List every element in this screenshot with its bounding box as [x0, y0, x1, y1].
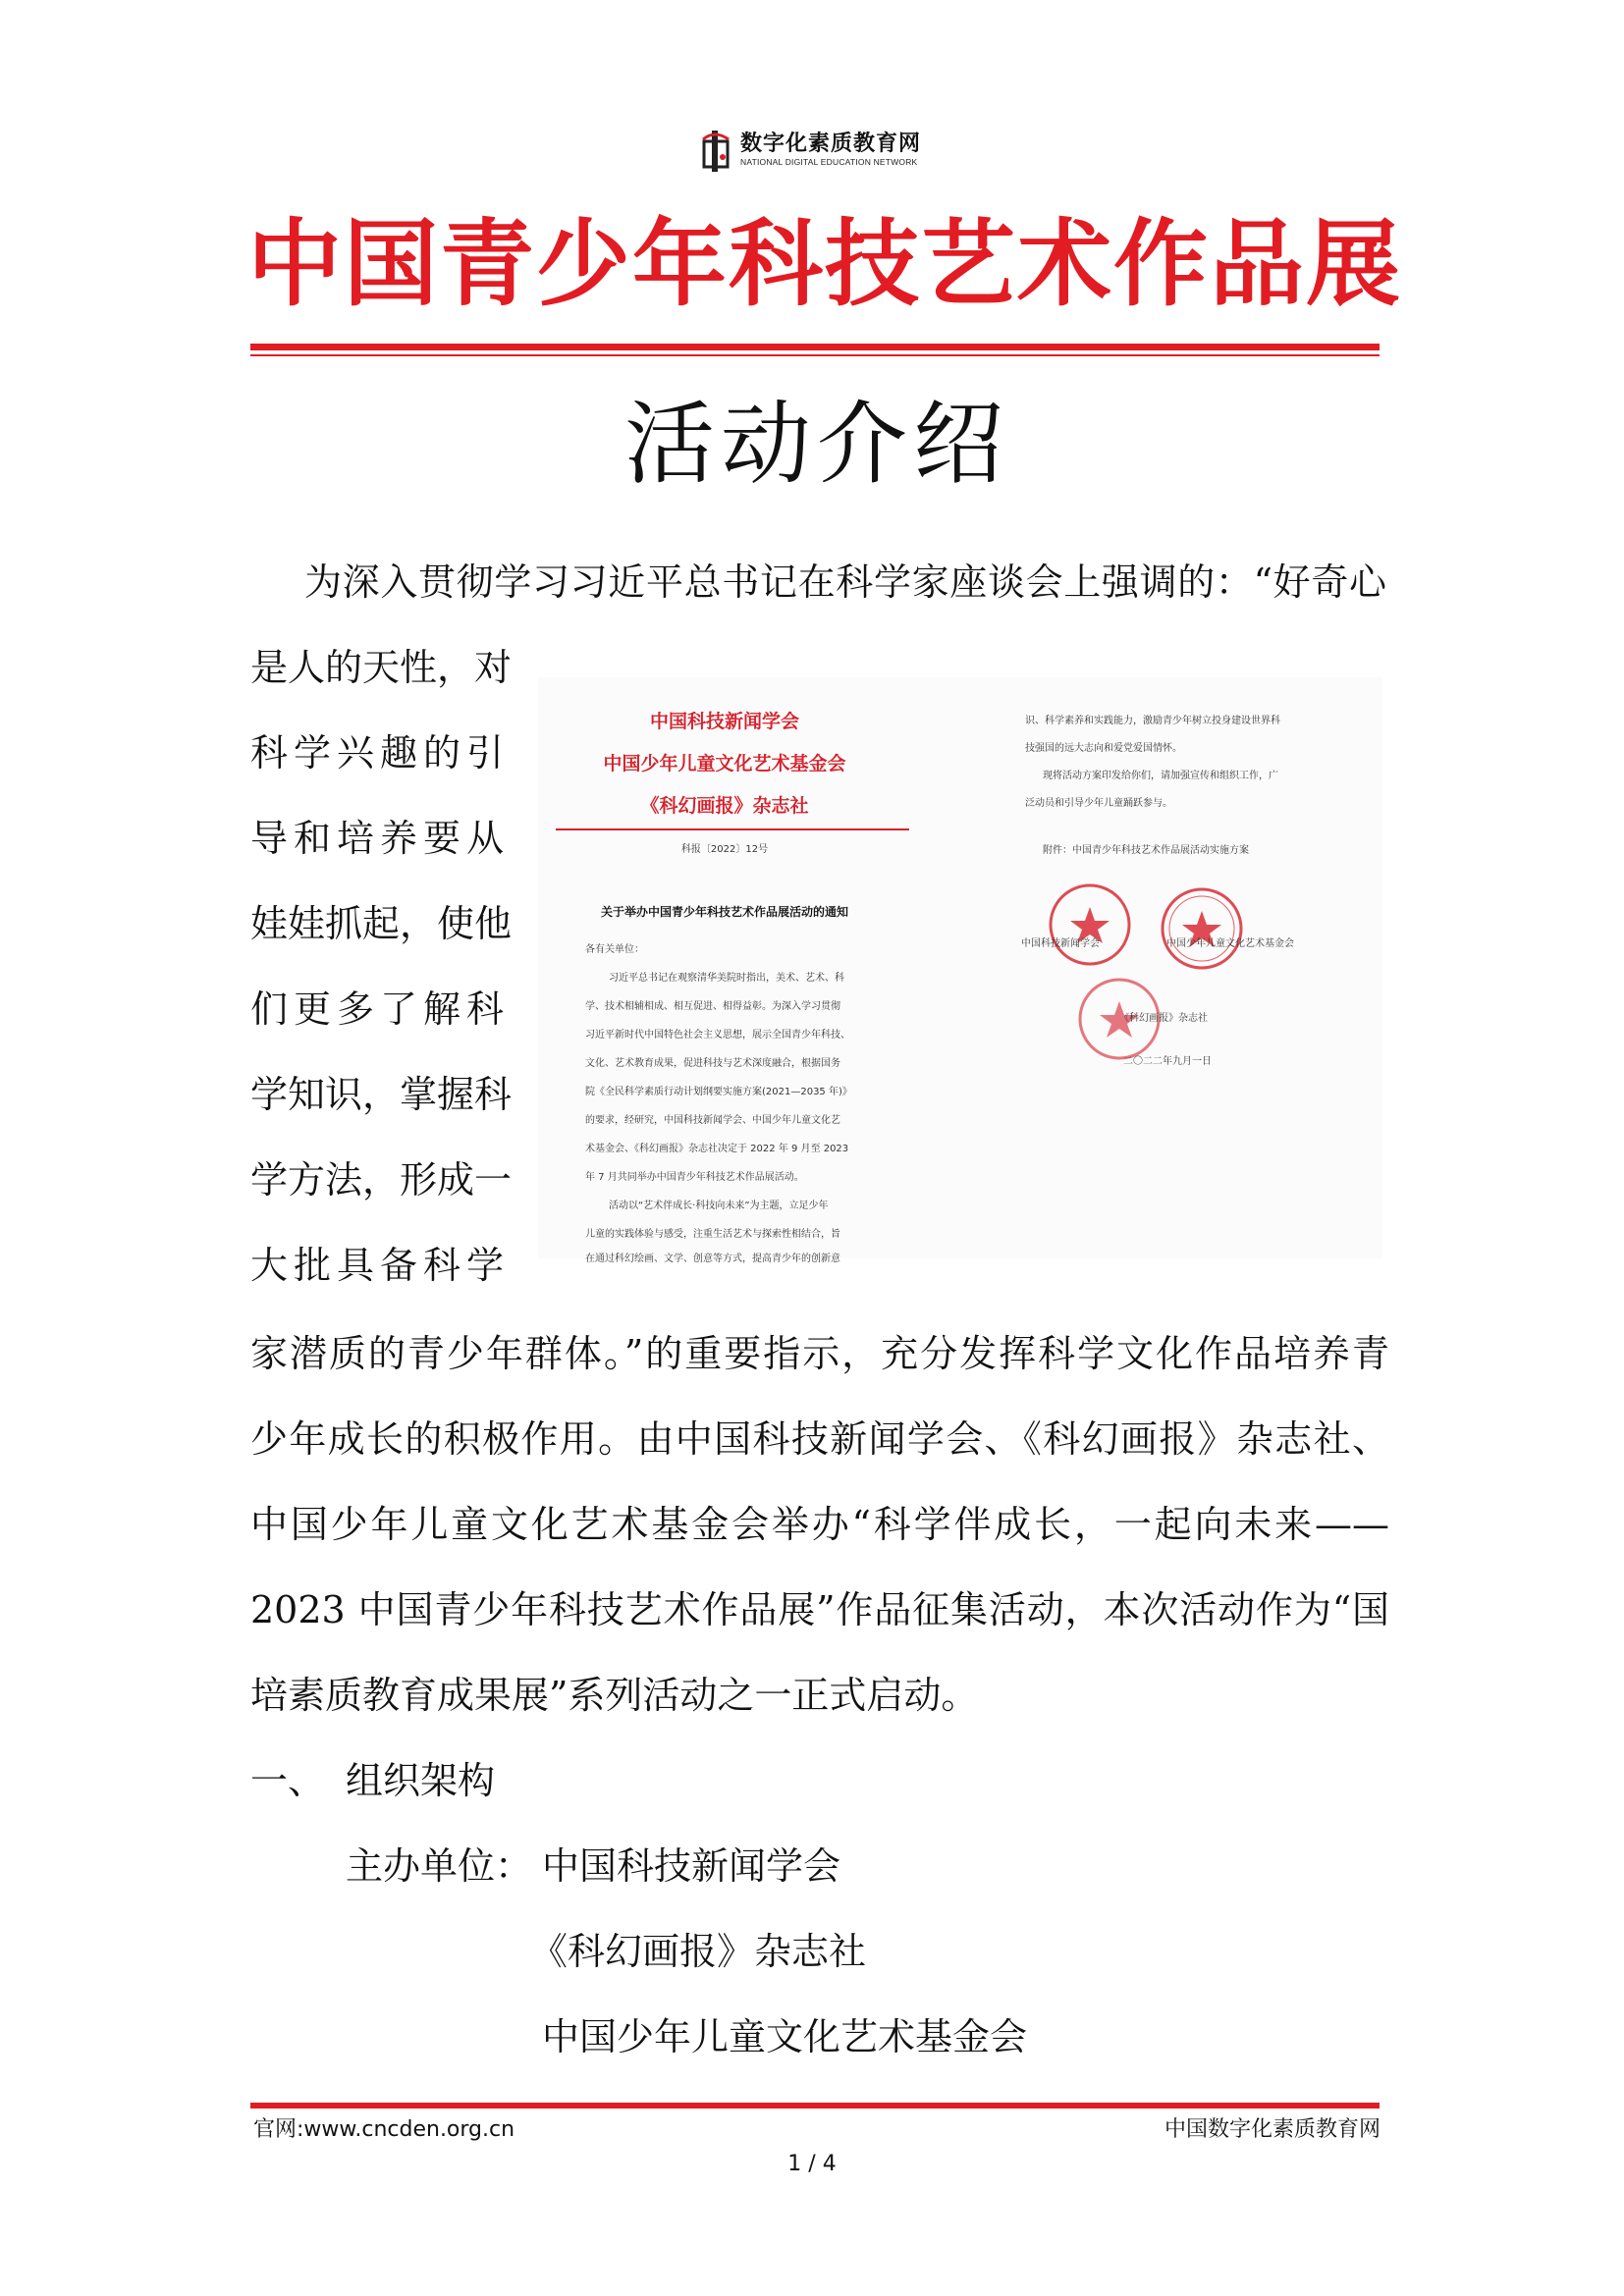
notice-salutation: 各有关单位： [585, 944, 644, 955]
notice-body-line: 学、技术相辅相成、相互促进、相得益彰。为深入学习贯彻 [585, 1001, 840, 1012]
page-subtitle: 活动介绍 [623, 392, 1009, 497]
notice-red-rule [556, 828, 909, 830]
notice-body-line: 术基金会、《科幻画报》杂志社决定于 2022 年 9 月至 2023 [585, 1144, 849, 1154]
embedded-notice-image [538, 677, 1382, 1264]
intro-line: 家潜质的青少年群体。”的重要指示，充分发挥科学文化作品培养青 [250, 1332, 1389, 1375]
notice-org: 中国科技新闻学会 [649, 711, 799, 732]
notice-signer: 中国科技新闻学会 [1021, 938, 1100, 949]
notice-attachment: 附件：中国青少年科技艺术作品展活动实施方案 [1043, 845, 1249, 856]
notice-body-line: 文化、艺术教育成果，促进科技与艺术深度融合，根据国务 [585, 1058, 840, 1069]
footer-rule [250, 2103, 1380, 2109]
intro-narrow-line: 学知识，掌握科 [250, 1073, 513, 1116]
section-number: 一、 [250, 1759, 326, 1802]
logo-english-text: NATIONAL DIGITAL EDUCATION NETWORK [740, 157, 918, 168]
notice-body-line: 活动以“艺术伴成长·科技向未来”为主题，立足少年 [609, 1201, 829, 1211]
intro-line-first: 为深入贯彻学习习近平总书记在科学家座谈会上强调的：“好奇心 [304, 561, 1386, 604]
notice-date: 二〇二二年九月一日 [1123, 1056, 1212, 1067]
logo-chinese-text: 数字化素质教育网 [740, 132, 922, 157]
notice-body-line: 院《全民科学素质行动计划纲要实施方案(2021—2035 年)》 [585, 1087, 852, 1097]
notice-body-line: 识、科学素养和实践能力，激励青少年树立投身建设世界科 [1025, 716, 1280, 726]
intro-line: 2023 中国青少年科技艺术作品展”作品征集活动，本次活动作为“国 [250, 1588, 1389, 1631]
notice-heading: 关于举办中国青少年科技艺术作品展活动的通知 [600, 905, 848, 919]
footer-site-name: 中国数字化素质教育网 [1164, 2117, 1380, 2142]
notice-body-line: 技强国的远大志向和爱党爱国情怀。 [1025, 743, 1182, 754]
intro-narrow-line: 科学兴趣的引 [250, 731, 504, 774]
intro-narrow-line: 学方法，形成一 [250, 1158, 513, 1201]
notice-body-line: 习近平新时代中国特色社会主义思想，展示全国青少年科技、 [585, 1030, 850, 1041]
notice-signer: 中国少年儿童文化艺术基金会 [1166, 938, 1294, 949]
site-logo [695, 126, 937, 175]
notice-body-line: 现将活动方案印发给你们，请加强宣传和组织工作，广 [1043, 771, 1278, 781]
intro-narrow-line: 大批具备科学 [250, 1244, 504, 1287]
notice-body-line: 泛动员和引导少年儿童踊跃参与。 [1025, 798, 1172, 809]
footer-website[interactable]: 官网:www.cncden.org.cn [253, 2117, 515, 2142]
title-rule-thick [250, 344, 1380, 350]
host-item: 中国少年儿童文化艺术基金会 [542, 2015, 1028, 2058]
red-seal-stamp-icon [1047, 881, 1133, 968]
notice-body-line: 儿童的实践体验与感受，注重生活艺术与探索性相结合，旨 [585, 1229, 840, 1240]
notice-signer: 《科幻画报》杂志社 [1119, 1013, 1208, 1024]
intro-narrow-line: 是人的天性，对 [250, 646, 513, 689]
intro-line: 少年成长的积极作用。由中国科技新闻学会、《科幻画报》杂志社、 [250, 1417, 1389, 1461]
notice-body-line: 习近平总书记在观察清华美院时指出，美术、艺术、科 [609, 973, 844, 984]
notice-doc-number: 科报〔2022〕12号 [680, 844, 769, 855]
notice-body-line: 的要求，经研究，中国科技新闻学会、中国少年儿童文化艺 [585, 1115, 840, 1126]
intro-line: 培素质教育成果展”系列活动之一正式启动。 [250, 1674, 979, 1717]
host-item: 中国科技新闻学会 [542, 1844, 841, 1888]
notice-org: 《科幻画报》杂志社 [640, 795, 809, 817]
red-seal-stamp-icon [1159, 885, 1245, 972]
section-heading: 组织架构 [346, 1759, 496, 1802]
title-rule-thin [250, 354, 1380, 356]
page-title: 中国青少年科技艺术作品展 [247, 209, 1402, 319]
intro-narrow-line: 们更多了解科 [250, 988, 504, 1031]
intro-line: 中国少年儿童文化艺术基金会举办“科学伴成长，一起向未来—— [250, 1503, 1389, 1546]
notice-body-line: 年 7 月共同举办中国青少年科技艺术作品展活动。 [585, 1172, 804, 1183]
intro-narrow-line: 娃娃抓起，使他 [250, 902, 513, 945]
notice-body-line: 在通过科幻绘画、文学、创意等方式，提高青少年的创新意 [585, 1254, 840, 1264]
host-item: 《科幻画报》杂志社 [530, 1930, 867, 1973]
host-label: 主办单位： [346, 1844, 533, 1888]
china-logo-icon [695, 128, 734, 173]
notice-org: 中国少年儿童文化艺术基金会 [603, 753, 846, 774]
intro-narrow-line: 导和培养要从 [250, 817, 504, 860]
page-number: 1 / 4 [787, 2152, 837, 2176]
